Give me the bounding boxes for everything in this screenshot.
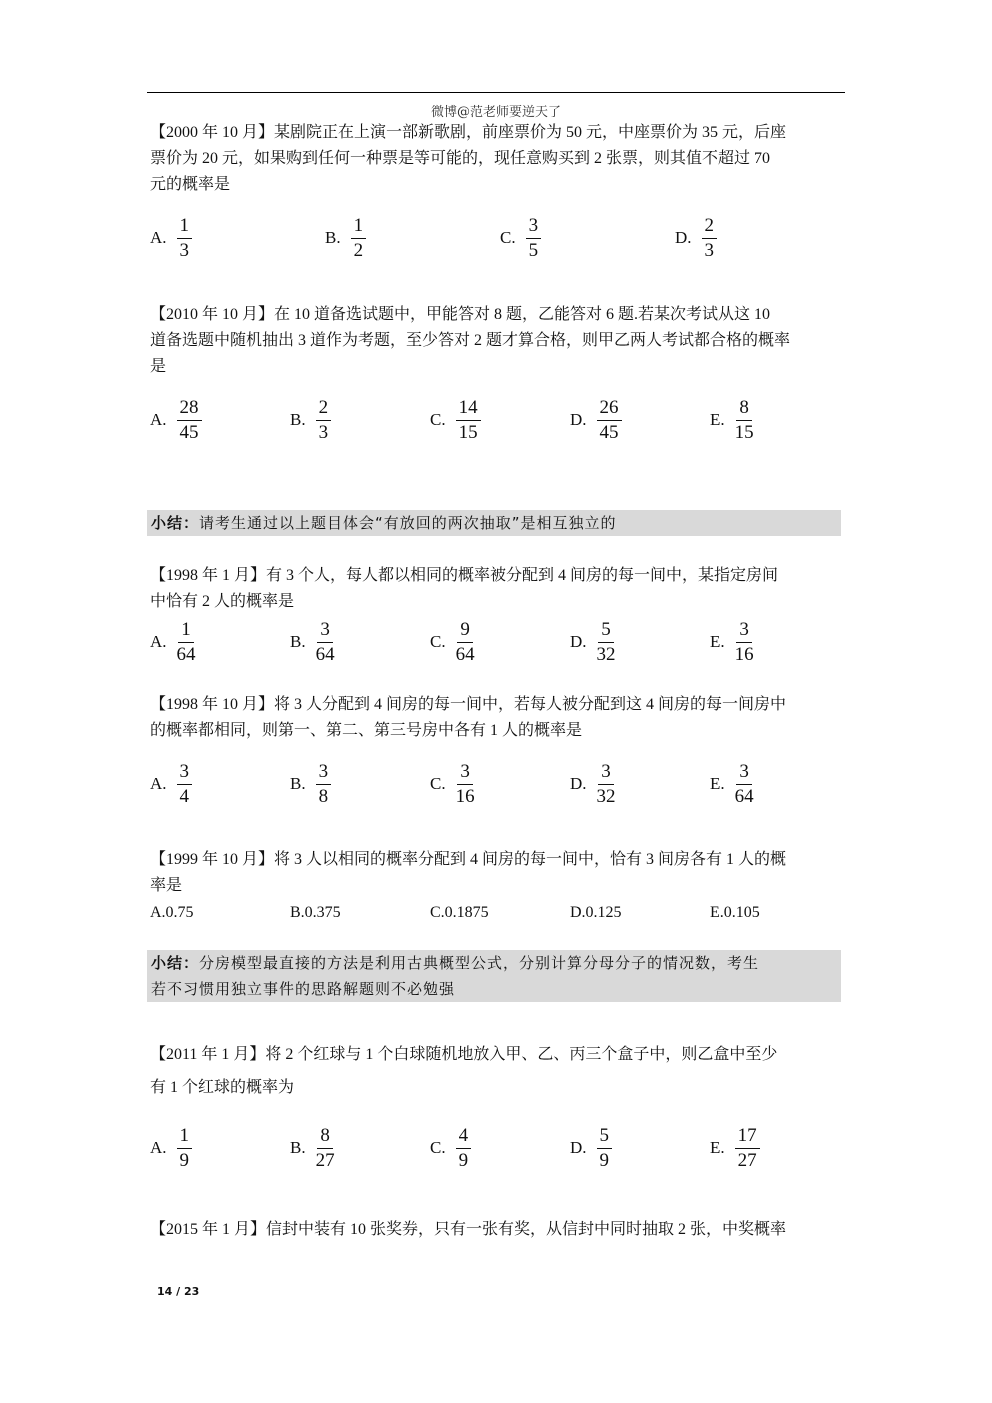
page-header: 微博@范老师要逆天了 [430, 105, 561, 120]
fraction [597, 1124, 613, 1173]
option-label: C. [430, 1138, 446, 1157]
option-label: D. [570, 774, 587, 793]
answer-option [150, 210, 192, 266]
fraction [456, 618, 475, 667]
fraction-numerator: 5 [598, 618, 614, 643]
answer-option [430, 1120, 471, 1176]
option-label: E. [710, 774, 725, 793]
question-text-line: 的概率都相同，则第一、第二、第三号房中各有 1 人的概率是 [150, 722, 583, 739]
fraction-numerator: 8 [736, 396, 752, 421]
answer-option [150, 756, 192, 812]
fraction-numerator: 8 [317, 1124, 333, 1149]
fraction-denominator: 9 [599, 1149, 610, 1171]
answer-option [710, 614, 754, 670]
summary-text: 分房模型最直接的方法是利用古典概型公式，分别计算分母分子的情况数，考生 [199, 954, 760, 972]
fraction-numerator: 2 [316, 396, 332, 421]
fraction-denominator: 3 [318, 421, 329, 443]
question-block [150, 1034, 845, 1101]
fraction-numerator: 1 [178, 618, 194, 643]
summary-line [151, 976, 841, 1002]
option-label: A. [150, 774, 167, 793]
fraction-numerator: 3 [598, 760, 614, 785]
fraction [316, 760, 332, 809]
summary-text: 若不习惯用独立事件的思路解题则不必勉强 [151, 980, 456, 998]
fraction-numerator: 3 [177, 760, 193, 785]
answer-option: C.0.1875 [430, 904, 489, 921]
answer-option [150, 392, 202, 448]
fraction-denominator: 9 [179, 1149, 190, 1171]
question-block [150, 563, 845, 615]
fraction [735, 618, 754, 667]
fraction-denominator: 8 [318, 785, 329, 807]
summary-box [147, 950, 841, 1002]
answer-option [150, 1120, 192, 1176]
question-text-line: 中恰有 2 人的概率是 [150, 593, 295, 610]
fraction [735, 396, 754, 445]
question-text-line: 元的概率是 [150, 176, 231, 193]
fraction-denominator: 16 [455, 785, 475, 807]
answer-option [290, 1120, 335, 1176]
fraction-numerator: 5 [597, 1124, 613, 1149]
question-text-line: 【2015 年 1 月】信封中装有 10 张奖券，只有一张有奖，从信封中同时抽取 2 张，中奖概率 [150, 1221, 787, 1238]
question-text-line: 【1998 年 10 月】将 3 人分配到 4 间房的每一间中，若每人被分配到这 4 间房的每一间房中 [150, 696, 787, 713]
option-label: C. [430, 632, 446, 651]
option-label: B. [290, 632, 306, 651]
summary-label: 小结： [151, 514, 200, 532]
answer-option [430, 614, 475, 670]
fraction-denominator: 64 [176, 643, 196, 665]
answer-option [150, 614, 196, 670]
option-label: A. [150, 410, 167, 429]
fraction-denominator: 15 [734, 421, 754, 443]
fraction-numerator: 3 [457, 760, 473, 785]
answer-option: D.0.125 [570, 904, 622, 921]
answer-option [675, 210, 717, 266]
option-label: E. [710, 1138, 725, 1157]
fraction-denominator: 4 [179, 785, 190, 807]
fraction-numerator: 3 [736, 618, 752, 643]
question-text-line: 有 1 个红球的概率为 [150, 1079, 295, 1096]
question-text-line: 【2000 年 10 月】某剧院正在上演一部新歌剧，前座票价为 50 元，中座票价为 35 元，后座 [150, 124, 787, 141]
answer-option [290, 392, 331, 448]
answer-option [570, 756, 616, 812]
fraction-denominator: 15 [458, 421, 478, 443]
fraction-numerator: 3 [736, 760, 752, 785]
fraction [456, 396, 481, 445]
question-block [150, 847, 845, 899]
question-text-line: 【2010 年 10 月】在 10 道备选试题中，甲能答对 8 题，乙能答对 6 题.若某次考试从这 10 [150, 306, 771, 323]
answer-option [430, 392, 481, 448]
fraction-denominator: 64 [315, 643, 335, 665]
answer-option: E.0.105 [710, 904, 760, 921]
fraction-numerator: 1 [177, 214, 193, 239]
summary-label: 小结： [151, 954, 200, 972]
answer-option [570, 1120, 612, 1176]
fraction-denominator: 45 [599, 421, 619, 443]
answer-option [570, 392, 622, 448]
fraction-denominator: 32 [596, 785, 616, 807]
question-text-line: 率是 [150, 877, 183, 894]
fraction-numerator: 1 [351, 214, 367, 239]
option-label: B. [325, 228, 341, 247]
fraction [456, 760, 475, 809]
summary-box [147, 510, 841, 536]
fraction [177, 618, 196, 667]
question-text-line: 【1998 年 1 月】有 3 个人，每人都以相同的概率被分配到 4 间房的每一间中，某指定房间 [150, 567, 779, 584]
fraction-denominator: 64 [734, 785, 754, 807]
fraction-numerator: 17 [735, 1124, 760, 1149]
fraction-denominator: 5 [528, 239, 539, 261]
fraction [177, 396, 202, 445]
question-text-line: 【2011 年 1 月】将 2 个红球与 1 个白球随机地放入甲、乙、丙三个盒子中，则乙盒中至少 [150, 1046, 778, 1063]
question-block [150, 120, 845, 198]
answer-option: B.0.375 [290, 904, 341, 921]
option-label: A. [150, 1138, 167, 1157]
fraction-numerator: 3 [316, 760, 332, 785]
fraction-denominator: 16 [734, 643, 754, 665]
answer-option [430, 756, 475, 812]
question-block [150, 302, 845, 380]
fraction [177, 214, 193, 263]
option-label: C. [430, 774, 446, 793]
fraction-numerator: 1 [177, 1124, 193, 1149]
fraction [526, 214, 542, 263]
header-rule [147, 92, 845, 93]
answer-option [710, 756, 754, 812]
fraction-numerator: 4 [456, 1124, 472, 1149]
fraction [316, 1124, 335, 1173]
option-label: D. [570, 632, 587, 651]
fraction [316, 618, 335, 667]
question-text-line: 是 [150, 358, 167, 375]
question-text-line: 道备选题中随机抽出 3 道作为考题，至少答对 2 题才算合格，则甲乙两人考试都合格的概率 [150, 332, 791, 349]
page-number: 14 / 23 [157, 1285, 200, 1298]
fraction-denominator: 3 [179, 239, 190, 261]
fraction [735, 760, 754, 809]
fraction [735, 1124, 760, 1173]
fraction [597, 760, 616, 809]
fraction [351, 214, 367, 263]
fraction [597, 618, 616, 667]
question-block [150, 1217, 845, 1243]
fraction-numerator: 26 [597, 396, 622, 421]
question-text-line: 票价为 20 元，如果购到任何一种票是等可能的，现任意购买到 2 张票，则其值不超过 70 [150, 150, 771, 167]
fraction [316, 396, 332, 445]
fraction-numerator: 9 [457, 618, 473, 643]
fraction [597, 396, 622, 445]
option-label: E. [710, 410, 725, 429]
option-label: C. [500, 228, 516, 247]
fraction [702, 214, 718, 263]
fraction [177, 1124, 193, 1173]
option-label: C. [430, 410, 446, 429]
option-label: D. [570, 410, 587, 429]
fraction-denominator: 32 [596, 643, 616, 665]
summary-line [151, 510, 841, 536]
option-label: A. [150, 632, 167, 651]
option-label: B. [290, 1138, 306, 1157]
answer-option [290, 756, 331, 812]
fraction-denominator: 9 [458, 1149, 469, 1171]
option-label: D. [570, 1138, 587, 1157]
option-label: E. [710, 632, 725, 651]
answer-option [290, 614, 335, 670]
fraction [177, 760, 193, 809]
fraction-denominator: 27 [315, 1149, 335, 1171]
fraction-denominator: 27 [737, 1149, 757, 1171]
answer-option [500, 210, 541, 266]
fraction-denominator: 64 [455, 643, 475, 665]
option-label: D. [675, 228, 692, 247]
fraction-numerator: 3 [526, 214, 542, 239]
fraction-numerator: 28 [177, 396, 202, 421]
option-label: A. [150, 228, 167, 247]
fraction-denominator: 3 [704, 239, 715, 261]
summary-text: 请考生通过以上题目体会“有放回的两次抽取”是相互独立的 [199, 514, 617, 532]
summary-line [151, 950, 841, 976]
answer-option: A.0.75 [150, 904, 194, 921]
fraction-denominator: 45 [179, 421, 199, 443]
fraction-denominator: 2 [353, 239, 364, 261]
fraction-numerator: 14 [456, 396, 481, 421]
fraction [456, 1124, 472, 1173]
option-label: B. [290, 774, 306, 793]
fraction-numerator: 2 [702, 214, 718, 239]
answer-option [710, 1120, 760, 1176]
option-label: B. [290, 410, 306, 429]
question-block [150, 692, 845, 744]
answer-option [325, 210, 366, 266]
answer-option [710, 392, 754, 448]
answer-option [570, 614, 616, 670]
question-text-line: 【1999 年 10 月】将 3 人以相同的概率分配到 4 间房的每一间中，恰有 3 间房各有 1 人的概 [150, 851, 787, 868]
fraction-numerator: 3 [317, 618, 333, 643]
